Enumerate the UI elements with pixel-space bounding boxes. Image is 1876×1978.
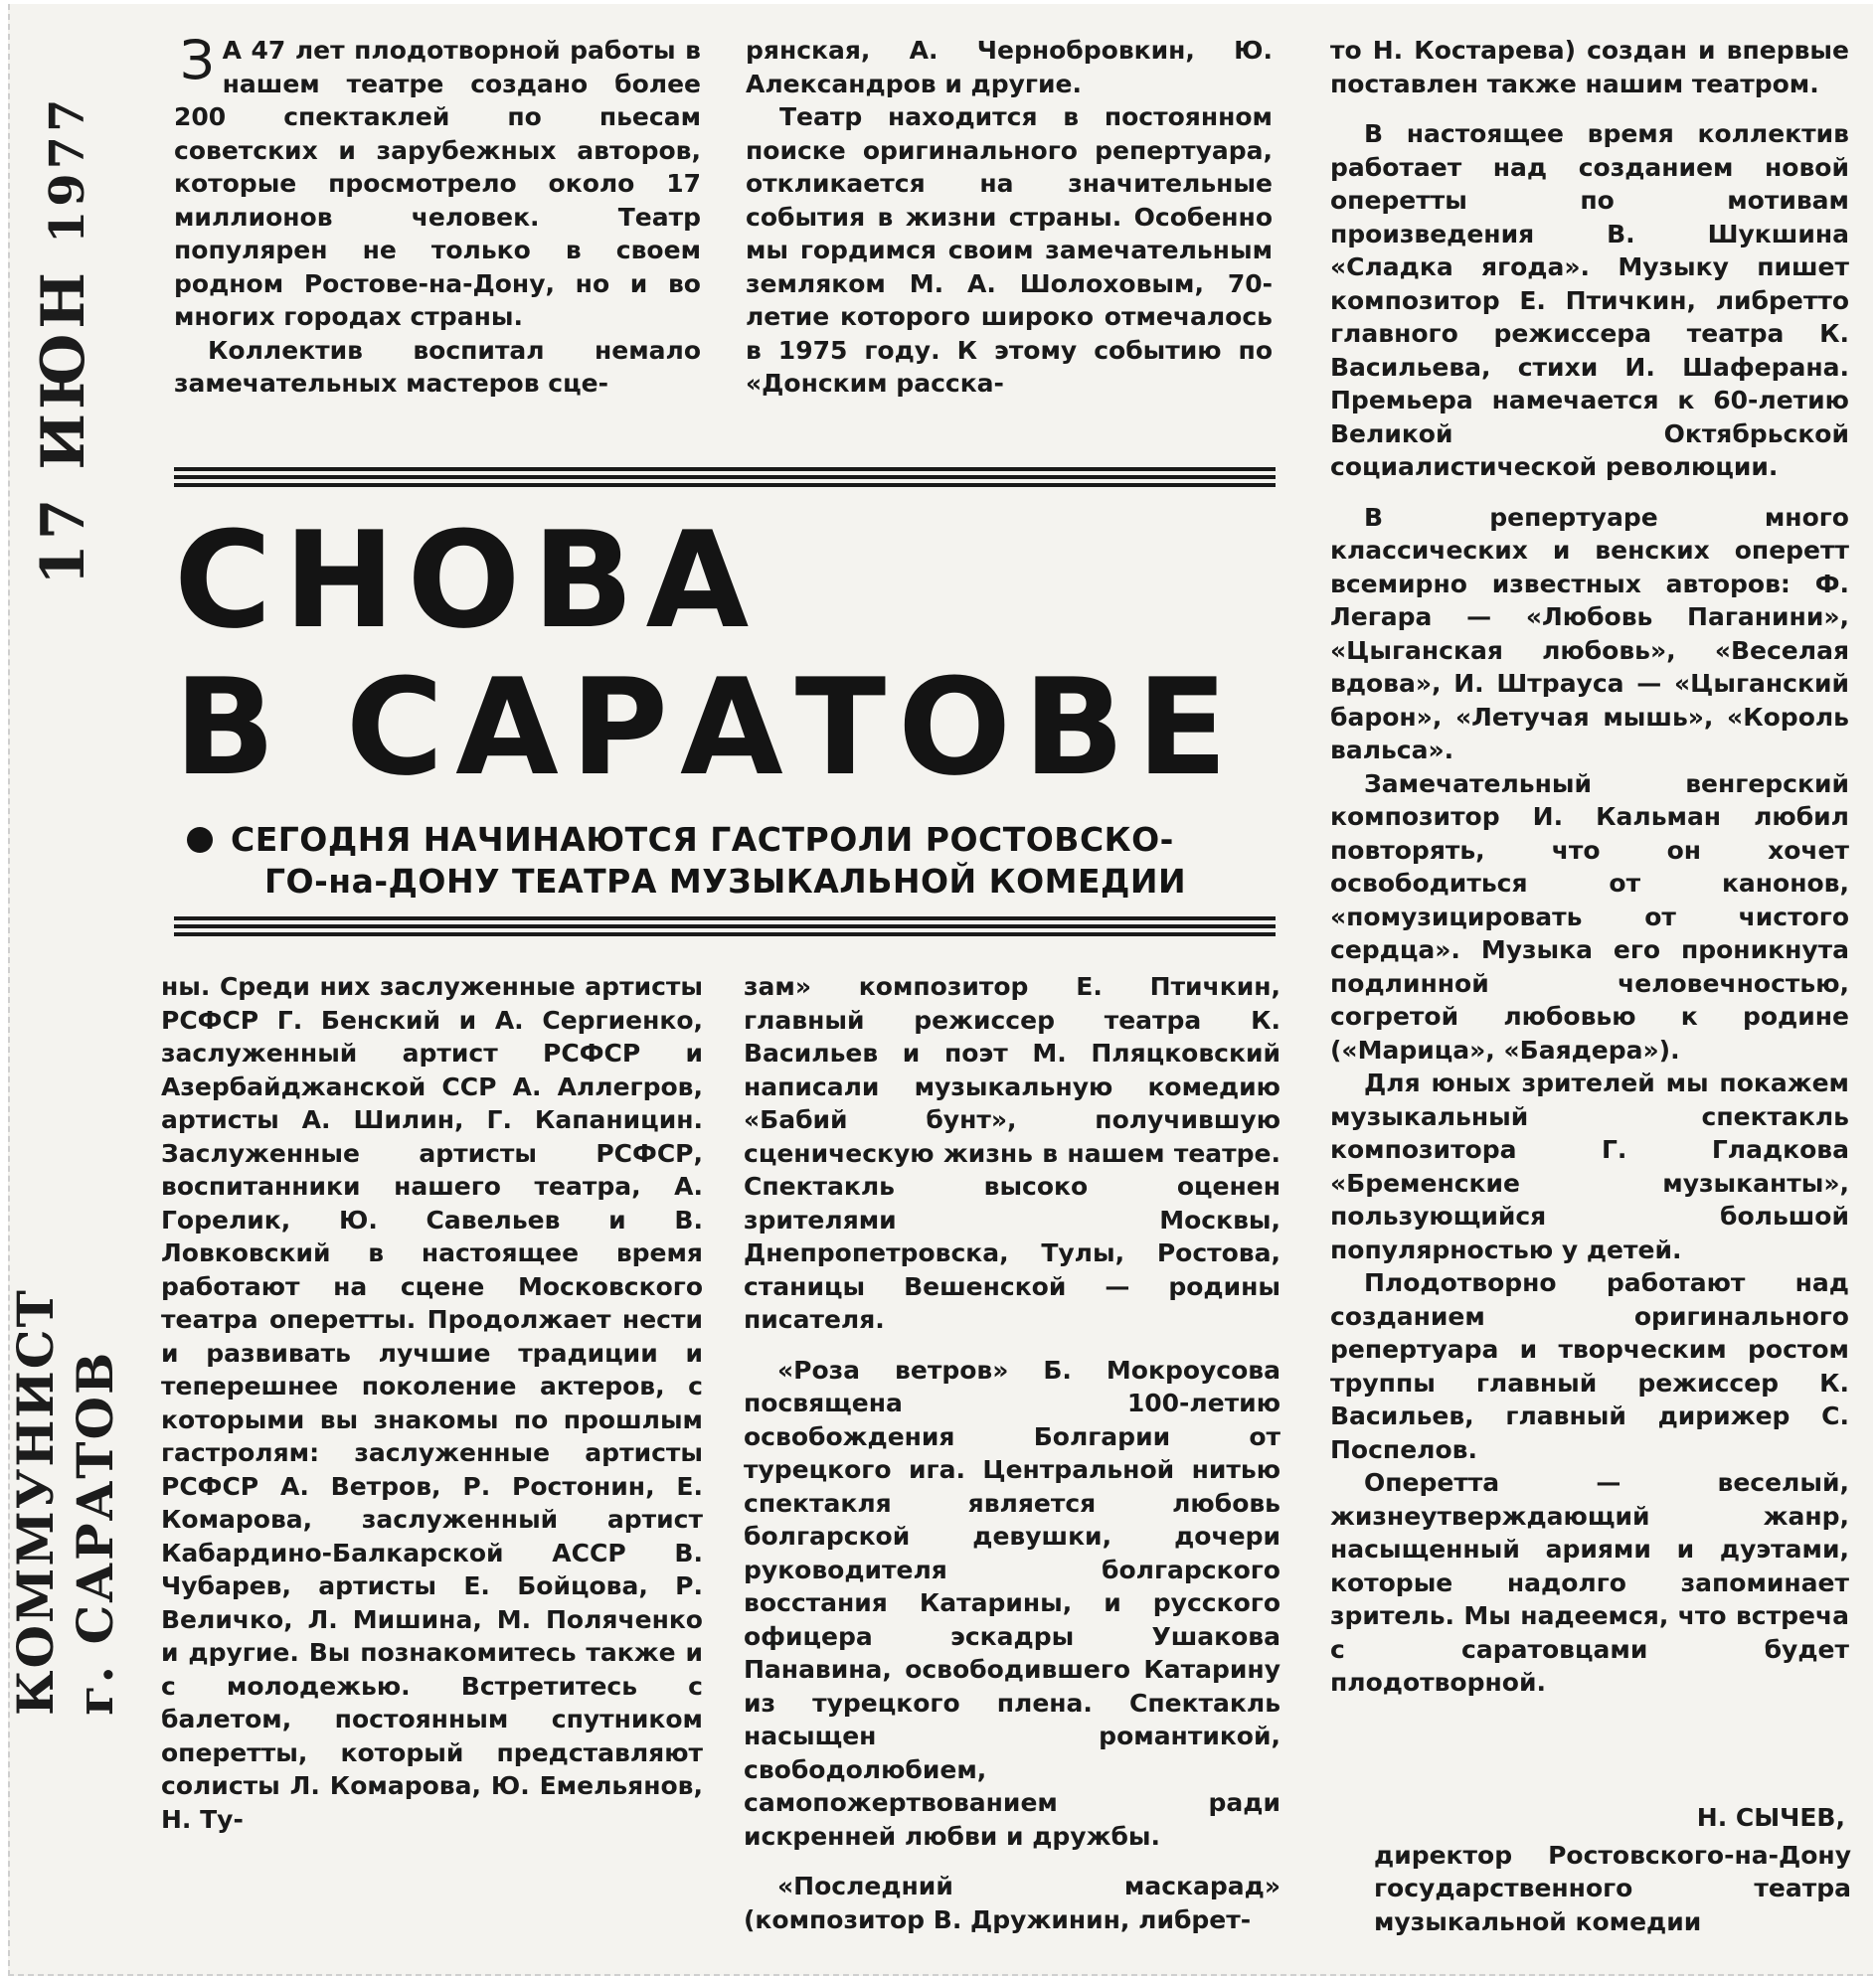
article-column-3 [1330,34,1849,1700]
stamp-date: 17 ИЮН 1977 [29,94,98,585]
headline-bottom-rule [174,916,1276,940]
paragraph: В настоящее время коллектив работает над созданием новой оперетты по мотивам произведения В. Шукшина «Сладка ягода». Музыку пишет композитор Е. Птичкин, либретто главного режиссера театра К. Васильева, стихи И. Шаферана. Премьера намечается к 60-летию Великой Октябрьской социалистической революции. [1330,119,1849,481]
paragraph: Плодотворно работают над созданием оригинального репертуара и творческим ростом труппы главный режиссер К. Васильев, главный дирижер С. Поспелов. [1330,1268,1849,1464]
author-role: директор Ростовского-на-Дону государственного театра музыкальной комедии [1374,1840,1851,1936]
article-bottom-column-2 [744,970,1280,1936]
paragraph: «Роза ветров» Б. Мокроусова посвящена 100-летию освобождения Болгарии от турецкого ига. Центральной нитью спектакля является любовь болгарской девушки, дочери руководителя болгарского восстания Катарины, и русского офицера эскадры Ушакова Панавина, освободившего Катарину из турецкого плена. Спектакль насыщен романтикой, свободолюбием, самопожертвованием ради искренней любви и дружбы. [744,1355,1280,1851]
paragraph: А 47 лет плодотворной работы в нашем театре создано более 200 спектаклей по пьесам советских и зарубежных авторов, которые просмотрело около 17 миллионов человек. Театр популярен не только в своем родном Ростове-на-Дону, но и во многих городах страны. [174,36,701,331]
article-top-column-2 [746,34,1273,401]
paragraph: рянская, А. Чернобровкин, Ю. Александров и другие. [746,36,1273,98]
headline-line-1: СНОВА [174,503,762,658]
paragraph: Театр находится в постоянном поиске оригинального репертуара, откликается на значительные события в жизни страны. Особенно мы гордимся своим замечательным земляком М. А. Шолоховым, 70-летие которого широко отмечалось в 1975 году. К этому событию по «Донским расска- [746,102,1273,398]
stamp-year: 1977 [40,94,95,245]
paragraph: Для юных зрителей мы покажем музыкальный спектакль композитора Г. Гладкова «Бременские музыканты», пользующийся большой популярностью у детей. [1330,1069,1849,1264]
paragraph: Оперетта — веселый, жизнеутверждающий жанр, насыщенный ариями и дуэтами, которые надолго запоминает зритель. Мы надеемся, что встреча с саратовцами будет плодотворной. [1330,1468,1849,1697]
newspaper-name: КОММУНИСТ [6,1288,65,1716]
paragraph: Коллектив воспитал немало замечательных мастеров сце- [174,335,701,398]
headline-top-rule [174,467,1276,491]
headline-line-2: В САРАТОВЕ [174,650,1240,805]
paragraph: «Последний маскарад» (композитор В. Дружинин, либрет- [744,1872,1280,1934]
dropcap-letter: З [180,29,215,91]
subheadline-line-2: ГО-на-ДОНУ ТЕАТРА МУЗЫКАЛЬНОЙ КОМЕДИИ [264,862,1187,901]
paragraph: В репертуаре много классических и венских оперетт всемирно известных авторов: Ф. Легара — «Любовь Паганини», «Цыганская любовь», «Веселая вдова», И. Штрауса — «Цыганский барон», «Летучая мышь», «Король вальса». [1330,502,1849,764]
subheadline-line-1: СЕГОДНЯ НАЧИНАЮТСЯ ГАСТРОЛИ РОСТОВСКО- [231,820,1174,859]
paragraph: зам» композитор Е. Птичкин, главный режиссер театра К. Васильев и поэт М. Пляцковский написали музыкальную комедию «Бабий бунт», получившую сценическую жизнь в нашем театре. Спектакль высоко оценен зрителями Москвы, Днепропетровска, Тулы, Ростова, станицы Вешенской — родины писателя. [744,972,1280,1334]
headline [174,503,1282,805]
bullet-icon [187,827,213,853]
paragraph: то Н. Костарева) создан и впервые поставлен также нашим театром. [1330,36,1849,98]
paragraph: ны. Среди них заслуженные артисты РСФСР Г. Бенский и А. Сергиенко, заслуженный артист РСФСР и Азербайджанской ССР А. Аллегров, артисты А. Шилин, Г. Капаницин. Заслуженные артисты РСФСР, воспитанники нашего театра, А. Горелик, Ю. Савельев и В. Ловковский в настоящее время работают на сцене Московского театра оперетты. Продолжает нести и развивать лучшие традиции и теперешнее поколение актеров, с которыми вы знакомы по прошлым гастролям: заслуженные артисты РСФСР А. Ветров, Р. Ростонин, Е. Комарова, заслуженный артист Кабардино-Балкарской АССР В. Чубарев, артисты Е. Бойцова, Р. Величко, Л. Мишина, М. Поляченко и другие. Вы познакомитесь также и с молодежью. Встретитесь с балетом, постоянным спутником оперетты, который представляют солисты Л. Комарова, Ю. Емельянов, Н. Ту- [161,972,703,1834]
author-name: Н. СЫЧЕВ, [1696,1803,1845,1832]
article-bottom-column-1 [161,970,703,1836]
newspaper-clipping [8,4,1873,1976]
subheadline [187,819,1280,903]
newspaper-city: г. САРАТОВ [66,1350,124,1716]
article-top-column-1 [174,29,701,401]
paragraph: Замечательный венгерский композитор И. Кальман любил повторять, что он хочет освободиться от канонов, «помузицировать от чистого сердца». Музыка его проникнута подлинной человечностью, согретой любовью к родине («Марица», «Баядера»). [1330,768,1849,1065]
author-signature [1374,1801,1851,1938]
